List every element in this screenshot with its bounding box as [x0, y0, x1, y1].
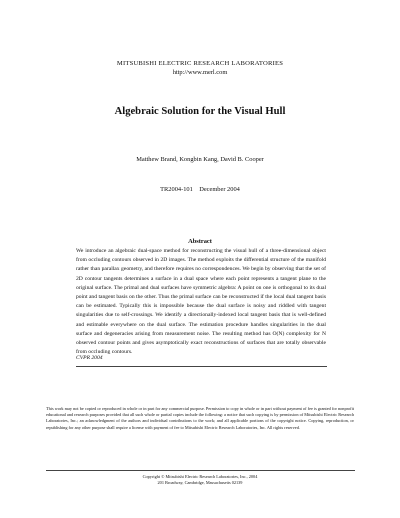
report-date: December 2004: [199, 186, 240, 193]
paper-title: Algebraic Solution for the Visual Hull: [114, 106, 286, 117]
lab-url: http://www.merl.com: [172, 69, 228, 76]
report-number: TR2004-101: [160, 186, 193, 193]
abstract-heading: Abstract: [188, 238, 212, 245]
author-list: Matthew Brand, Kongbin Kang, David B. Cooper: [136, 156, 264, 163]
abstract-text: We introduce an algebraic dual-space method for reconstructing the visual hull of a three-dimensional object from occluding contours observed in 2D images. The method exploits the differential structure of the manifold rather than parallax geometry, and therefore requires no correspondences. We begin by observing that the set of 2D contour tangents determines a surface in a dual space where each point represents a tangent plane to the original surface. The primal and dual surfaces have symmetric algebra: A point on one is orthogonal to its dual point and tangent basis on the other. Thus the primal surface can be reconstructed if the local dual tangent basis can be estimated. Typically this is impossible because the dual surface is noisy and riddled with tangent singularities due to self-crossings. We identify a directionally-indexed local tangent basis that is well-defined and estimable everywhere on the dual surface. The estimation procedure handles singularities in the dual surface and degeneracies arising from measurement noise. The resulting method has O(N) complexity for N observed contour points and gives asymptotically exact reconstructions of surfaces that are totally observable from occluding contours.: [76, 248, 326, 356]
divider-abstract: [76, 366, 327, 367]
copyright-notice: This work may not be copied or reproduced in whole or in part for any commercial purpose. Permission to copy in whole or in part without payment of fee is granted for nonprofit educational and research purposes provided that all such whole or partial copies include the following: a notice that such copying is by permission of Mitsubishi Electric Research Laboratories, Inc.; an acknowledgment of the authors and individual contributions to the work; and all applicable portions of the copyright notice. Copying, reproduction, or republishing for any other purpose shall require a license with payment of fee to Mitsubishi Electric Research Laboratories, Inc. All rights reserved.: [46, 406, 354, 430]
copyright-line: Copyright © Mitsubishi Electric Research Laboratories, Inc., 2004: [142, 474, 258, 479]
report-info: [0, 186, 400, 193]
divider-footer: [46, 470, 355, 471]
address-line: 201 Broadway, Cambridge, Massachusetts 02139: [157, 480, 243, 485]
venue: CVPR 2004: [76, 355, 103, 361]
lab-name: MITSUBISHI ELECTRIC RESEARCH LABORATORIES: [116, 60, 284, 67]
